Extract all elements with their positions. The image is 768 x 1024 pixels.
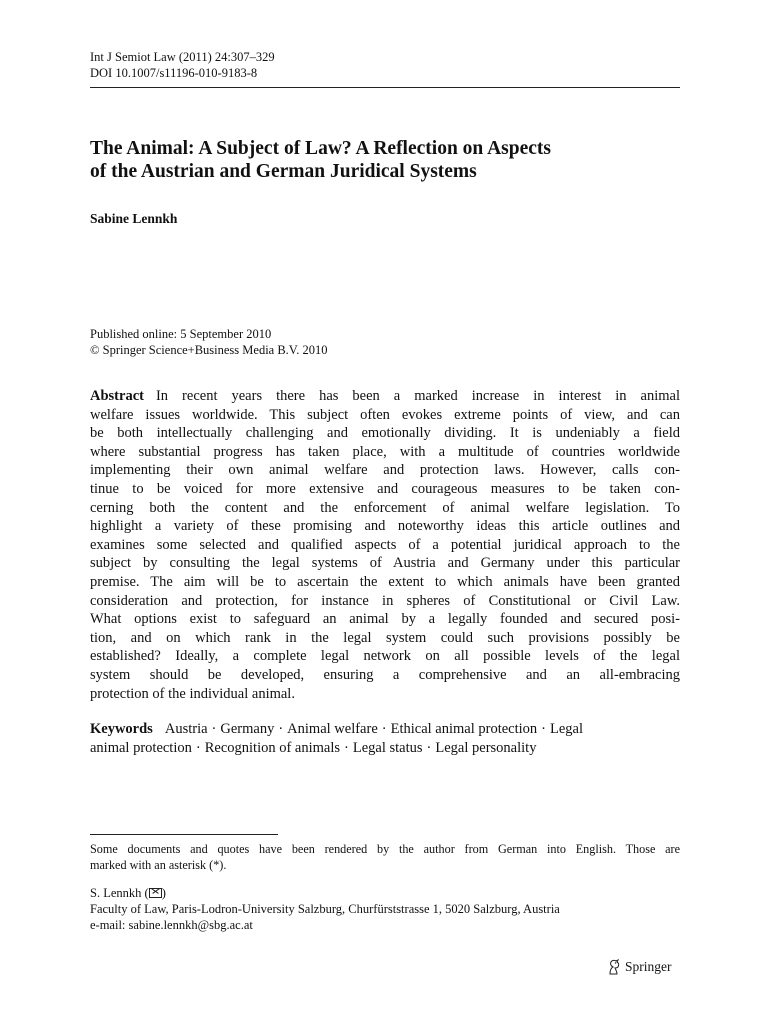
abstract-line: highlight a variety of these promising and noteworthy ideas this article outlines and bbox=[90, 518, 680, 535]
published-online: Published online: 5 September 2010 bbox=[90, 327, 272, 341]
title-line-2: of the Austrian and German Juridical Systems bbox=[90, 161, 477, 182]
publisher-logo bbox=[607, 959, 672, 975]
keyword: Germany bbox=[220, 721, 275, 737]
abstract bbox=[90, 387, 680, 703]
abstract-line: examines some selected and qualified aspects of a potential juridical approach to the bbox=[90, 536, 680, 553]
author-affiliation bbox=[90, 885, 560, 933]
abstract-line: where substantial progress has taken place, with a multitude of countries worldwide bbox=[90, 443, 680, 460]
copyright: © Springer Science+Business Media B.V. 2010 bbox=[90, 343, 328, 357]
abstract-line: cerning both the content and the enforcement of animal welfare legislation. To bbox=[90, 499, 680, 516]
keyword: Austria bbox=[164, 721, 208, 737]
publication-info bbox=[90, 326, 327, 358]
keyword: Ethical animal protection bbox=[390, 721, 538, 737]
abstract-line: protection of the individual animal. bbox=[90, 685, 295, 702]
keyword-separator: · bbox=[344, 740, 349, 756]
keywords-line-1 bbox=[90, 720, 680, 739]
paper-title bbox=[90, 137, 680, 183]
abstract-line: Abstract In recent years there has been a marked increase in interest in animal bbox=[90, 388, 680, 404]
keyword-separator: · bbox=[278, 721, 284, 737]
abstract-line: implementing their own animal welfare and protection laws. However, calls con- bbox=[90, 462, 680, 479]
author-name: Sabine Lennkh bbox=[90, 211, 178, 226]
keyword: Recognition of animals bbox=[204, 740, 341, 756]
keyword: Animal welfare bbox=[287, 721, 378, 737]
author-short-name: S. Lennkh bbox=[90, 886, 142, 900]
abstract-line: tion, and on which rank in the legal system could such provisions possibly be bbox=[90, 629, 680, 646]
abstract-line: established? Ideally, a complete legal network on all possible levels of the legal bbox=[90, 648, 680, 665]
keyword: Legal bbox=[550, 721, 584, 737]
abstract-line: subject by consulting the legal systems of Austria and Germany under this particular bbox=[90, 555, 680, 572]
abstract-line: be both intellectually challenging and emotionally dividing. It is undeniably a field bbox=[90, 425, 680, 442]
publisher-name: Springer bbox=[625, 959, 672, 974]
keywords-label: Keywords bbox=[90, 721, 153, 737]
abstract-line: welfare issues worldwide. This subject often evokes extreme points of view, and can bbox=[90, 406, 680, 423]
corresponding-author: S. Lennkh ( ) bbox=[90, 886, 166, 900]
journal-meta bbox=[90, 49, 275, 81]
keyword: Legal personality bbox=[435, 740, 537, 756]
abstract-line: premise. The aim will be to ascertain the extent to which animals have been granted bbox=[90, 573, 680, 590]
abstract-line: system should be developed, ensuring a comprehensive and an all-embracing bbox=[90, 666, 680, 683]
keywords bbox=[90, 720, 680, 758]
keyword-separator: · bbox=[426, 740, 432, 756]
keyword-separator: · bbox=[195, 740, 201, 756]
keywords-line-2 bbox=[90, 739, 680, 758]
email: e-mail: sabine.lennkh@sbg.ac.at bbox=[90, 918, 253, 932]
abstract-label: Abstract bbox=[90, 388, 144, 404]
translation-footnote bbox=[90, 841, 680, 873]
springer-horse-icon bbox=[607, 959, 621, 975]
keyword-separator: · bbox=[211, 721, 217, 737]
keyword: Legal status bbox=[352, 740, 423, 756]
abstract-line: What options exist to safeguard an animal by a legally founded and secured posi- bbox=[90, 611, 680, 628]
footnote-line: marked with an asterisk (*). bbox=[90, 858, 227, 872]
journal-citation: Int J Semiot Law (2011) 24:307–329 bbox=[90, 50, 275, 64]
envelope-icon bbox=[149, 888, 162, 898]
keyword: animal protection bbox=[90, 740, 192, 756]
keyword-separator: · bbox=[381, 721, 387, 737]
title-line-1: The Animal: A Subject of Law? A Reflection on Aspects bbox=[90, 138, 551, 159]
abstract-line: tinue to be voiced for more extensive and courageous measures to be taken con- bbox=[90, 480, 680, 497]
institution: Faculty of Law, Paris-Lodron-University Salzburg, Churfürststrasse 1, 5020 Salzburg, Austria bbox=[90, 902, 560, 916]
doi: DOI 10.1007/s11196-010-9183-8 bbox=[90, 66, 258, 80]
keyword-separator: · bbox=[541, 721, 547, 737]
footnote-rule bbox=[90, 834, 278, 835]
footnote-line: Some documents and quotes have been rendered by the author from German into English. Those are bbox=[90, 842, 680, 856]
header-rule bbox=[90, 87, 680, 88]
abstract-line: consideration and protection, for instance in spheres of Constitutional or Civil Law. bbox=[90, 592, 680, 609]
